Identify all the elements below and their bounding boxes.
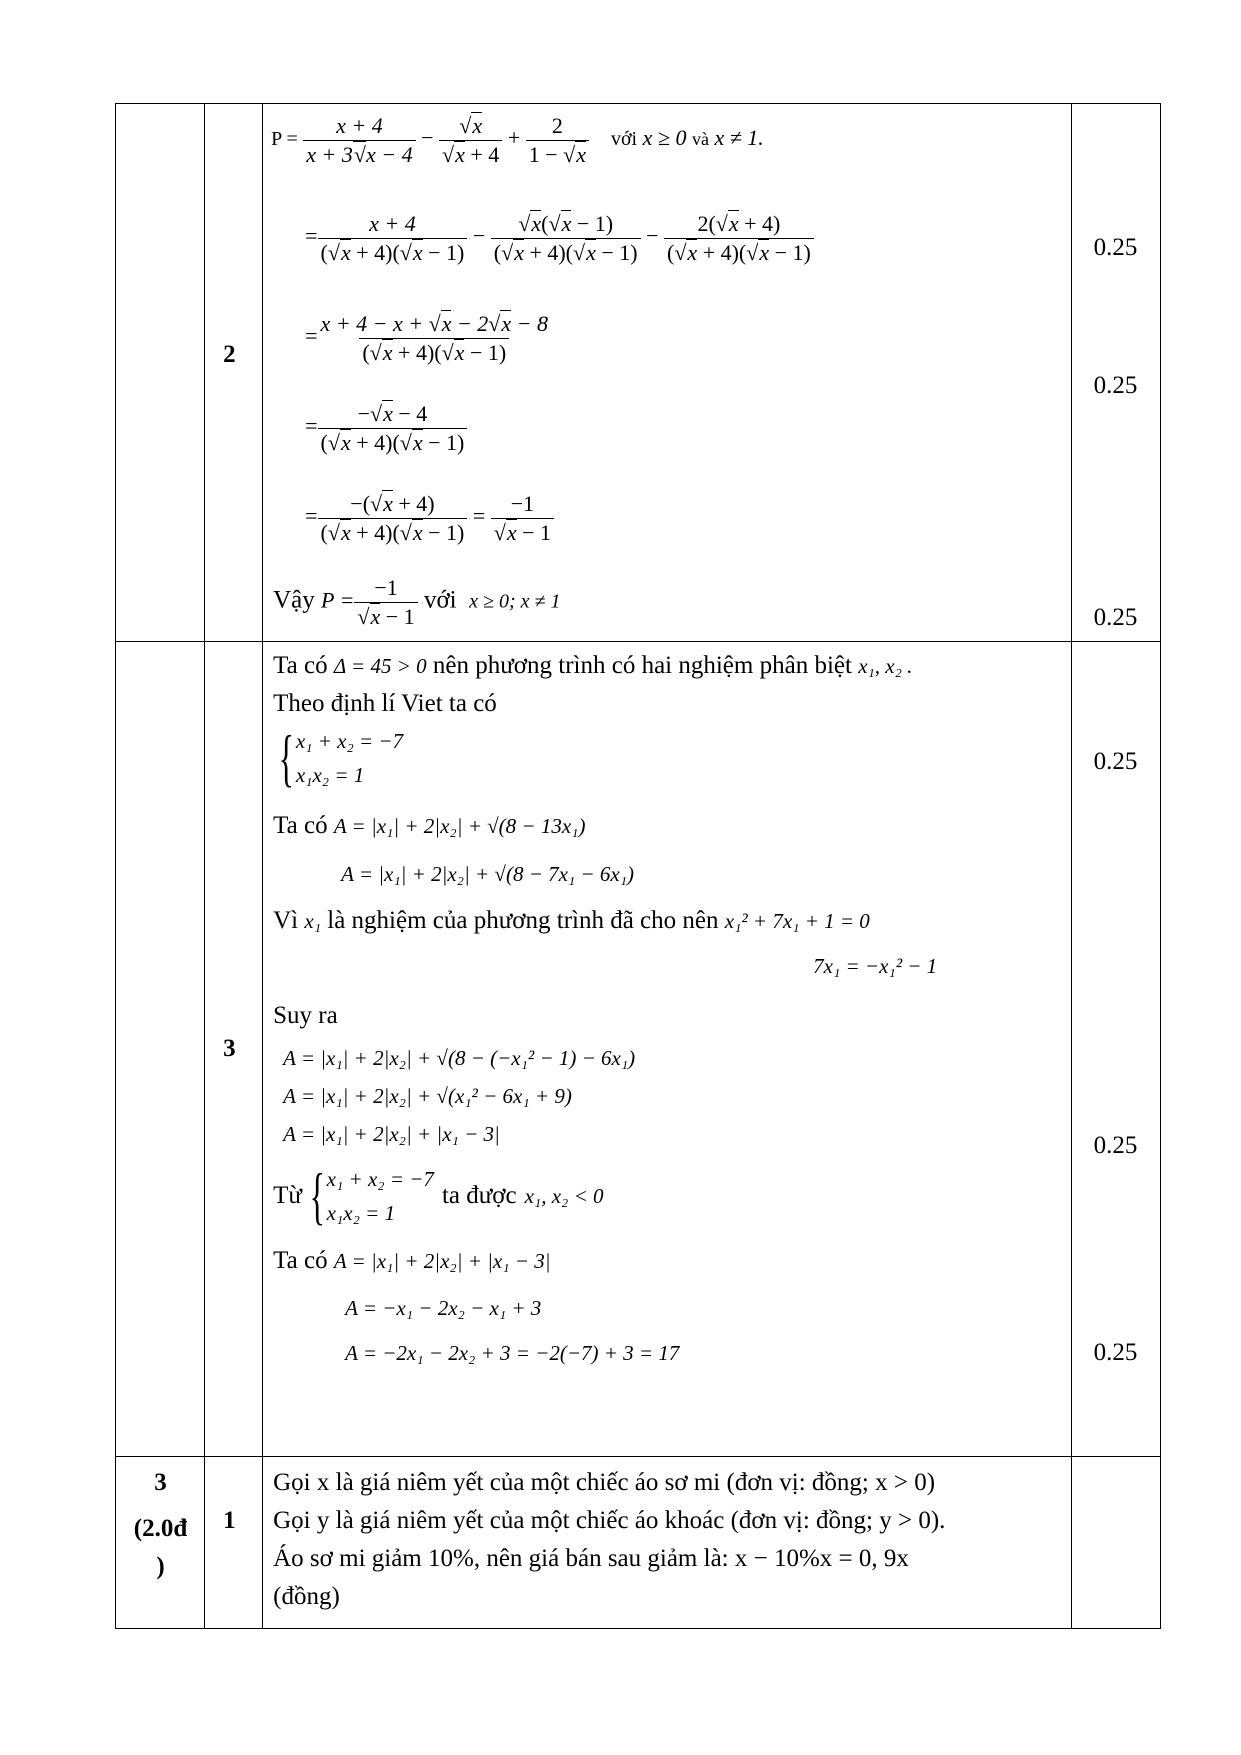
question-cell [116, 642, 205, 1457]
conclusion-with: với [423, 586, 457, 614]
answer-table [115, 103, 1161, 1629]
part-number: 2 [223, 341, 236, 368]
line-3: Áo sơ mi giảm 10%, nên giá bán sau giảm là: x − 10%x = 0, 9x [273, 1545, 909, 1572]
math: x₁x₂ = 1 [326, 1201, 396, 1225]
math: x₁ + x₂ = −7 [326, 1167, 434, 1191]
viet-system [271, 724, 403, 792]
line-11 [273, 1162, 603, 1230]
question-cell [116, 104, 205, 642]
math: A = |x₁| + 2|x₂| + |x₁ − 3| [333, 1249, 551, 1273]
score: 0.25 [1093, 604, 1138, 631]
math: A = |x₁| + 2|x₂| + √(8 − 7x₁ − 6x₁) [341, 862, 635, 886]
text: là nghiệm của phương trình đã cho nên [327, 907, 719, 934]
cond-math2: x ≠ 1. [714, 125, 764, 151]
score-cell [1071, 1457, 1160, 1629]
question-number: 3 [154, 1469, 167, 1496]
question-points: (2.0đ [133, 1515, 188, 1542]
math: A = |x₁| + 2|x₂| + √(8 − (−x₁² − 1) − 6x₁) [283, 1046, 636, 1070]
line-6 [813, 952, 937, 980]
line-5 [273, 907, 870, 935]
math: x₁x₂ = 1 [295, 763, 365, 787]
line-4: (đồng) [273, 1583, 340, 1610]
math: Δ = 45 > 0 [333, 654, 427, 678]
cond-text: với [610, 128, 638, 151]
score: 0.25 [1093, 372, 1138, 399]
part-number: 1 [223, 1507, 236, 1534]
line-12 [273, 1247, 550, 1275]
score: 0.25 [1093, 1339, 1138, 1366]
math: x₁, x₂ < 0 [524, 1183, 604, 1208]
brace-icon: { [309, 1160, 325, 1231]
step-2: = $\frac{x + 4 - x + √x - 2√x - 8}{(√x + 4)(√x - 1)}$ [305, 311, 548, 365]
text: ta được [441, 1182, 517, 1209]
cond-math: x ≥ 0 [642, 125, 687, 151]
line-1 [273, 652, 912, 680]
step-4: = $\frac{-(√x + 4)}{(√x + 4)(√x - 1)}$ = $\frac{-1}{√x - 1}$ [305, 490, 554, 546]
score-cell [1071, 104, 1160, 642]
text: nên phương trình có hai nghiệm phân biệt [432, 652, 852, 679]
row-question-3 [116, 1457, 1161, 1629]
score: 0.25 [1093, 748, 1138, 775]
text: Vì [273, 907, 299, 934]
text: Ta có [273, 652, 328, 679]
line-4 [341, 860, 634, 888]
part-number: 3 [223, 1035, 236, 1062]
score: 0.25 [1093, 234, 1138, 261]
math: A = |x₁| + 2|x₂| + √(8 − 13x₁) [333, 814, 586, 838]
step-3: = $\frac{-√x - 4}{(√x + 4)(√x - 1)}$ [305, 400, 467, 456]
line-14 [345, 1339, 679, 1367]
line-1: Gọi x là giá niêm yết của một chiếc áo sơ mi (đơn vị: đồng; x > 0) [273, 1469, 936, 1496]
text: Ta có [273, 1247, 328, 1274]
line-3 [273, 812, 585, 840]
part-cell [205, 642, 263, 1457]
question-points-close: ) [156, 1553, 165, 1580]
math: A = −2x₁ − 2x₂ + 3 = −2(−7) + 3 = 17 [345, 1341, 680, 1365]
part-cell [205, 104, 263, 642]
math: 7x₁ = −x₁² − 1 [813, 954, 938, 978]
content-cell [263, 1457, 1072, 1629]
content-cell [263, 642, 1072, 1457]
line-10 [283, 1120, 500, 1148]
line-8 [283, 1044, 635, 1072]
question-cell [116, 1457, 205, 1629]
content-cell [263, 104, 1072, 642]
score: 0.25 [1093, 1132, 1138, 1159]
line-7: Suy ra [273, 1002, 338, 1029]
math: x₁, x₂ . [858, 654, 913, 678]
conclusion: Vậy P = $\frac{-1}{√x - 1}$ với x ≥ 0; x ≠ 1 [273, 575, 561, 629]
math: x₁ [304, 909, 321, 933]
math: x₁² + 7x₁ + 1 = 0 [724, 909, 870, 933]
conclusion-cond: x ≥ 0; x ≠ 1 [469, 590, 561, 613]
text: Ta có [273, 812, 328, 839]
cond-and: và [691, 129, 709, 150]
math: A = |x₁| + 2|x₂| + |x₁ − 3| [283, 1122, 500, 1146]
row-part-2 [116, 104, 1161, 642]
step-1: = $\frac{x + 4}{(√x + 4)(√x - 1)}$ − $\frac{√x(√x - 1)}{(√x + 4)(√x - 1)}$ − $\frac{2(√x + 4)}{(√x + 4)(√x - 1)}$ [305, 210, 814, 266]
line-2: Gọi y là giá niêm yết của một chiếc áo khoác (đơn vị: đồng; y > 0). [273, 1507, 946, 1534]
brace-icon: { [278, 722, 295, 793]
score-cell [1071, 642, 1160, 1457]
p-definition: P = $\frac{x + 4}{x + 3√x - 4}$ − $\frac{√x}{√x + 4}$ + $\frac{2}{1 - √x}$ với x ≥ 0 và x ≠ 1. [271, 113, 764, 167]
conclusion-prefix: Vậy [273, 586, 315, 614]
line-2: Theo định lí Viet ta có [273, 690, 497, 717]
part-cell [205, 1457, 263, 1629]
math: A = |x₁| + 2|x₂| + √(x₁² − 6x₁ + 9) [283, 1084, 572, 1108]
math: A = −x₁ − 2x₂ − x₁ + 3 [345, 1296, 542, 1320]
line-9 [283, 1082, 572, 1110]
math: x₁ + x₂ = −7 [295, 729, 404, 753]
text: Từ [273, 1182, 302, 1209]
row-part-3 [116, 642, 1161, 1457]
line-13 [345, 1294, 541, 1322]
